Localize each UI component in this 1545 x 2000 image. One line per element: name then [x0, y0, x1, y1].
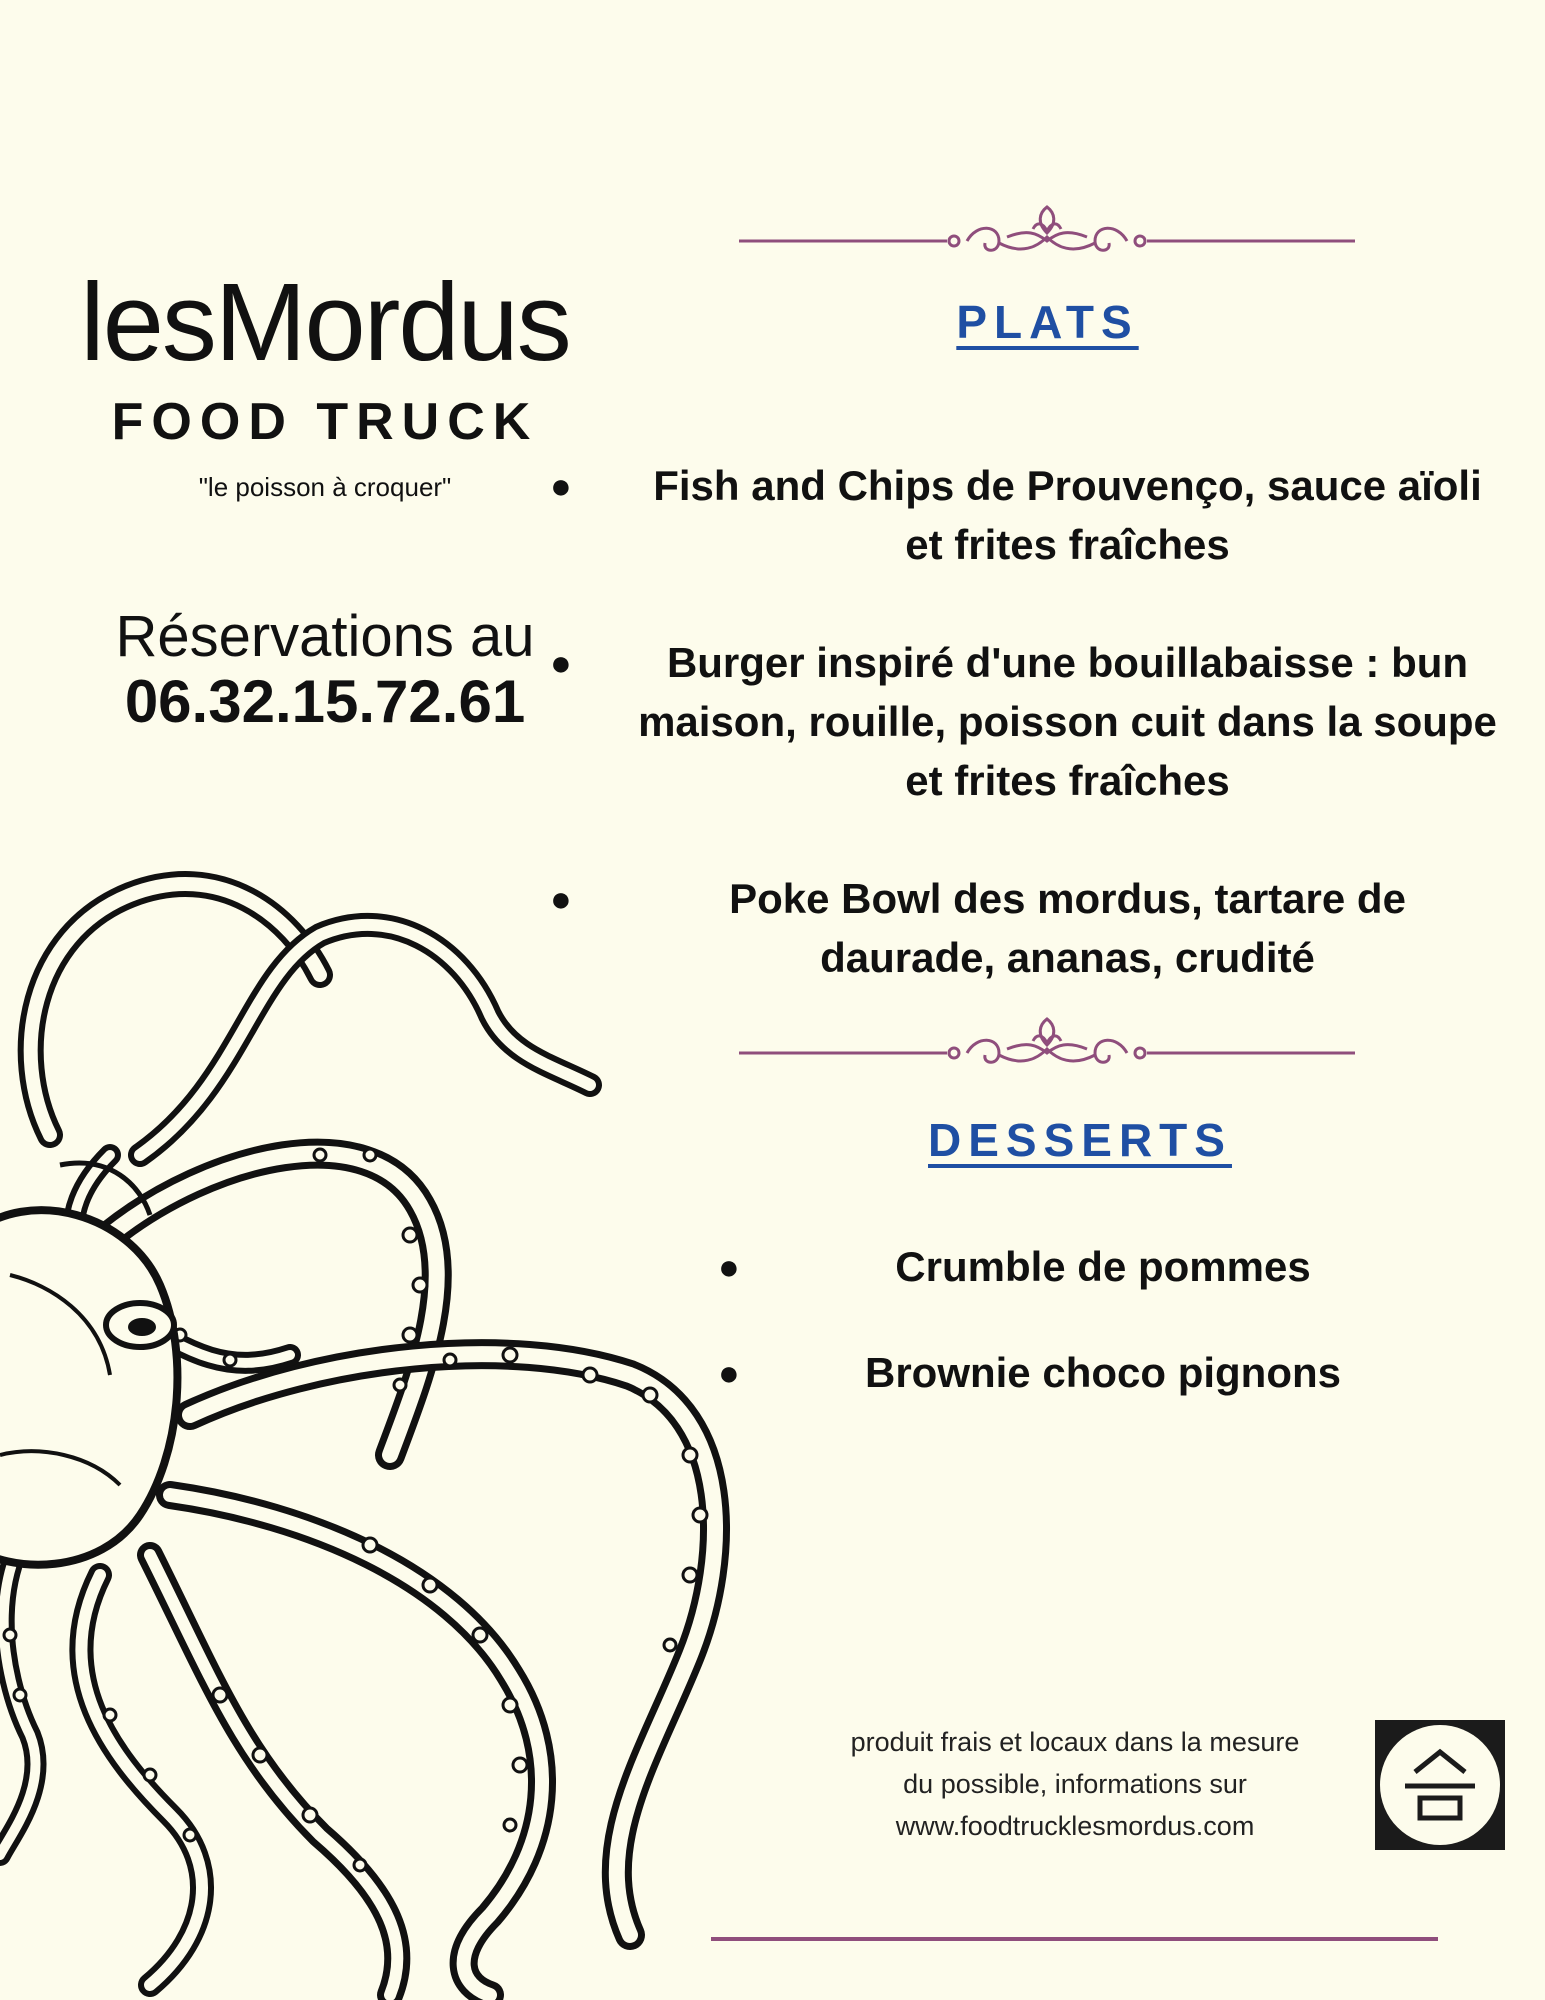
section-title-plats: PLATS: [956, 296, 1139, 348]
bullet-icon: ●: [550, 465, 572, 506]
bullet-icon: ●: [550, 878, 572, 919]
list-item: [718, 1237, 1448, 1296]
list-item-text: Burger inspiré d'une bouillabaisse : bun maison, rouille, poisson cuit dans la soupe et frites fraîches: [638, 639, 1497, 804]
bullet-icon: ●: [718, 1246, 740, 1287]
flourish-divider-icon: [737, 203, 1357, 263]
footer-line: du possible, informations sur: [903, 1769, 1247, 1799]
list-item-text: Brownie choco pignons: [864, 1349, 1341, 1396]
list-item-text: Crumble de pommes: [895, 1243, 1311, 1290]
list-item: [550, 633, 1545, 810]
brand-tagline: "le poisson à croquer": [198, 472, 452, 502]
brand-name: lesMordus: [80, 261, 570, 384]
footer-line: produit frais et locaux dans la mesure: [850, 1727, 1300, 1757]
bullet-icon: ●: [550, 642, 572, 683]
brand-subtitle: FOOD TRUCK: [111, 393, 539, 451]
bottom-divider: [711, 1937, 1438, 1941]
list-item-text: Fish and Chips de Prouvenço, sauce aïoli et frites fraîches: [653, 462, 1482, 568]
list-item-text: Poke Bowl des mordus, tartare de daurade, ananas, crudité: [729, 875, 1406, 981]
list-item: [550, 869, 1545, 987]
reservation-phone: 06.32.15.72.61: [124, 668, 526, 735]
octopus-icon: [0, 855, 750, 2000]
house-logo-icon: [1375, 1720, 1505, 1850]
list-item: [550, 456, 1545, 574]
flourish-divider-icon: [737, 1015, 1357, 1075]
desserts-list: [718, 1237, 1448, 1402]
section-title-desserts: DESSERTS: [928, 1114, 1232, 1166]
plats-list: [550, 456, 1545, 987]
reservation-label: Réservations au: [115, 604, 535, 669]
footer-note: [790, 1721, 1360, 1847]
reservation-block: [20, 605, 630, 735]
list-item: [718, 1343, 1448, 1402]
bullet-icon: ●: [718, 1352, 740, 1393]
footer-line: www.foodtrucklesmordus.com: [895, 1811, 1255, 1841]
brand-block: [20, 258, 630, 504]
